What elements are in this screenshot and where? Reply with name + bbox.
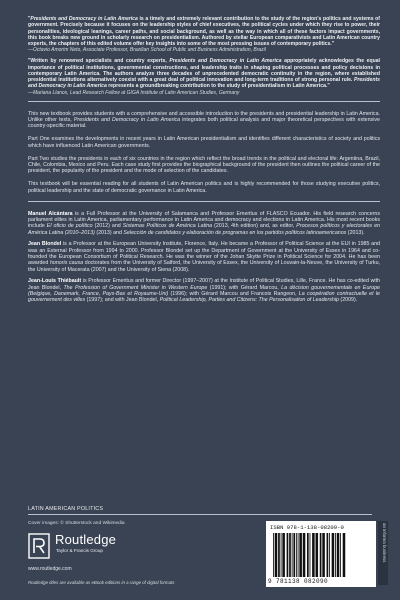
endorsement-2-intro: "Written by renowned specialists and country experts,	[28, 58, 170, 65]
bio-alcantara-text-e: (2013).	[346, 229, 365, 236]
series-label: LATIN AMERICAN POLITICS	[28, 506, 104, 512]
bio-thiebault-text-e: (2009).	[338, 297, 358, 304]
bio-alcantara	[28, 211, 380, 237]
bio-blondel-text-a: is a Professor at the European University Institute, Florence, Italy. He became a Professor of Political Science at the EUI in 1985 and was an External Professor from 1994 to 2000. Professor Blondel set up the Department of Government at the University of Essex in 1964 and co-founded the European Consortium of Political Research. He was the winner of the Johan Skytte Prize in Political Science for 2004. He has been awarded	[28, 241, 380, 267]
imprint-text: an informa business	[382, 523, 387, 563]
isbn-label: ISBN 978-1-138-08209-0	[270, 524, 344, 531]
bio-alcantara-text-b: (2012) and	[92, 223, 123, 230]
cover-credits: Cover images: © Shutterstock and Wikimedia	[28, 521, 125, 526]
bio-alcantara-text-d: (2013) and	[94, 229, 124, 236]
description-1a: This new textbook provides students with a comprehensive and accessible introduction to the presidents and presidential leadership in Latin America. Unlike other texts,	[28, 110, 380, 123]
bio-thiebault	[28, 278, 380, 304]
routledge-logo-icon	[28, 533, 50, 559]
bio-alcantara-book3: Procesos políticos y electorales en América Latina (2010–2013)	[28, 223, 380, 236]
bio-blondel	[28, 241, 380, 273]
description-paragraph-1	[28, 111, 380, 130]
bio-thiebault-book1: The Profession of Government Minister in Western Europe	[63, 284, 208, 291]
bio-alcantara-text-c: (2013, 4th edition) and, as editor,	[212, 223, 297, 230]
bio-thiebault-book3: La coopération contractuelle et le gouvernement des villes	[28, 291, 380, 304]
endorsement-2-title1: Presidents and Democracy in Latin America	[169, 58, 282, 65]
endorsement-1-title: Presidents and Democracy in Latin America	[30, 16, 138, 22]
endorsement-2-mid: appropriately acknowledges the equal importance of political institutions, governmental constructions, and leadership traits in shaping political processes and policy decisions in contemporary Latin America. The authors analyze three decades of unprecedented democratic continuity in the region, where established presidential institutions alternatively coexist with a great deal of political innovation and long-term traditions of strong personal rule.	[28, 58, 380, 83]
imprint-strip	[378, 521, 388, 585]
bio-blondel-name: Jean Blondel	[28, 241, 62, 248]
endorsement-1-text: is a timely and extremely relevant contribution to the study of the region's politics and systems of government. Precisely because it focuses on the leadership styles of chief executives, the political cycles under which they rise to power, their personalities, ideological leanings, career paths, and social background, as well as the way in which all of these factors impact governments, this book breaks new ground in scholarly research on presidentialism. Authored by stellar European comparativists and Latin American country experts, the chapters of this edited volume offer key insights into some of the most pressing issues of contemporary politics."	[28, 16, 380, 47]
barcode-panel	[266, 521, 376, 587]
bio-thiebault-text-d: (1997); and with Jean Blondel,	[85, 297, 160, 304]
barcode-icon	[272, 533, 370, 577]
bio-alcantara-text-a: is a Full Professor at the University of Salamanca and Professor Emeritus of FLASCO Ecuador. His field research concerns parliament elites in Latin America, parliamentary performance in Latin America and democracy and elections in Latin America. His most recent books include	[28, 210, 380, 230]
bio-thiebault-text-a: is Professor Emeritus and former Director (1997–2007) at the Institute of Political Studies, Lille, France. He has co-edited with Jean Blondel,	[28, 278, 380, 291]
description-paragraph-2: Part One examines the developments in recent years in Latin American presidentialism and identifies different characteristics of society and politics which have influenced Latin American governments.	[28, 136, 380, 149]
endorsement-2-attribution: —Mariana Llanos, Lead Research Fellow at GIGA Institute of Latin American Studies, Germany	[28, 89, 240, 96]
ebook-note: Routledge titles are available as eBook editions in a range of digital formats	[28, 580, 175, 585]
bio-blondel-book1: honoris causa	[49, 260, 84, 267]
publisher-group: Taylor & Francis Group	[56, 548, 103, 553]
bio-blondel-text-b: doctorates from the University of Salford, the University of Essex, the University of Louvain-la-Neuve, the University of Turku, the University of Macerata (2007) and the University of Siena (2008).	[28, 260, 380, 273]
publisher-url[interactable]: www.routledge.com	[28, 566, 72, 572]
bio-thiebault-text-c: (1996); with Gérard Marcou and Francois Rangeon,	[168, 291, 299, 298]
bio-alcantara-book4: Selección de candidatos y elaboración de programas en los partidos políticos latinoamericanos	[123, 229, 347, 236]
divider-middle	[28, 201, 380, 202]
bio-alcantara-name: Manuel Alcántara	[28, 210, 73, 217]
description-paragraph-3: Part Two studies the presidents in each of six countries in the region which reflect the broad trends in the political and electoral life: Argentina, Brazil, Chile, Colombia, Mexico and Peru. Each case study first provides the biographical background of the president then outlines the political career of the president, the popularity of the president and the mode of selection of the candidates.	[28, 155, 380, 175]
publisher-logo	[28, 531, 168, 561]
endorsement-2	[28, 58, 380, 89]
divider-top	[28, 101, 380, 102]
bio-alcantara-book1: El oficio de político	[46, 223, 93, 230]
publisher-name: Routledge	[55, 532, 117, 547]
description-paragraph-4: This textbook will be essential reading for all students of Latin American politics and is highly recommended for those studying executive politics, political leadership and the state of democratic governance in Latin America.	[28, 181, 380, 194]
bio-alcantara-book2: Sistemas Políticos de América Latina	[122, 223, 213, 230]
bio-thiebault-book2: La décision gouvernementale en Europe (Belgique, Danemark, France, Pays-Bas et Royaume-Uni)	[28, 284, 380, 298]
divider-bottom	[28, 514, 372, 515]
bio-thiebault-name: Jean-Louis Thiébault	[28, 278, 82, 285]
description-1-title: Presidents and Democracy in Latin America	[73, 116, 181, 123]
bio-thiebault-text-b: (1991); with Gérard Marcou,	[207, 284, 282, 291]
endorsement-2-title2: Presidents and Democracy in Latin America	[28, 77, 380, 90]
endorsement-2-end: represents a groundbreaking contribution to the study of presidentialism in Latin America."	[106, 83, 330, 90]
description-1b: integrates both political analysis and major theoretical perspectives with extensive country-specific material.	[28, 116, 380, 130]
endorsement-1: "Presidents and Democracy in Latin America is a timely and extremely relevant contribution to the study of the region's politics and systems of government. Precisely because it focuses on the leadership styles of chief executives, the political cycles under which they rise to power, their personalities, ideological leanings, career paths, and social background, as well as the way in which all of these factors impact governments, this book breaks new ground in scholarly research on presidentialism. Authored by stellar European comparativists and Latin American country experts, the chapters of this edited volume offer key insights into some of the most pressing issues of contemporary politics."	[28, 16, 380, 47]
endorsement-1-attribution: —Octavio Amorim Neto, Associate Professor, Brazilian School of Public and Business Administration, Brazil	[28, 47, 266, 54]
content-column	[28, 16, 380, 309]
bio-thiebault-book4: Political Leadership, Parties and Citizens: The Personalisation of Leadership	[159, 297, 339, 304]
barcode-digits: 9 781138 082090	[268, 578, 329, 585]
